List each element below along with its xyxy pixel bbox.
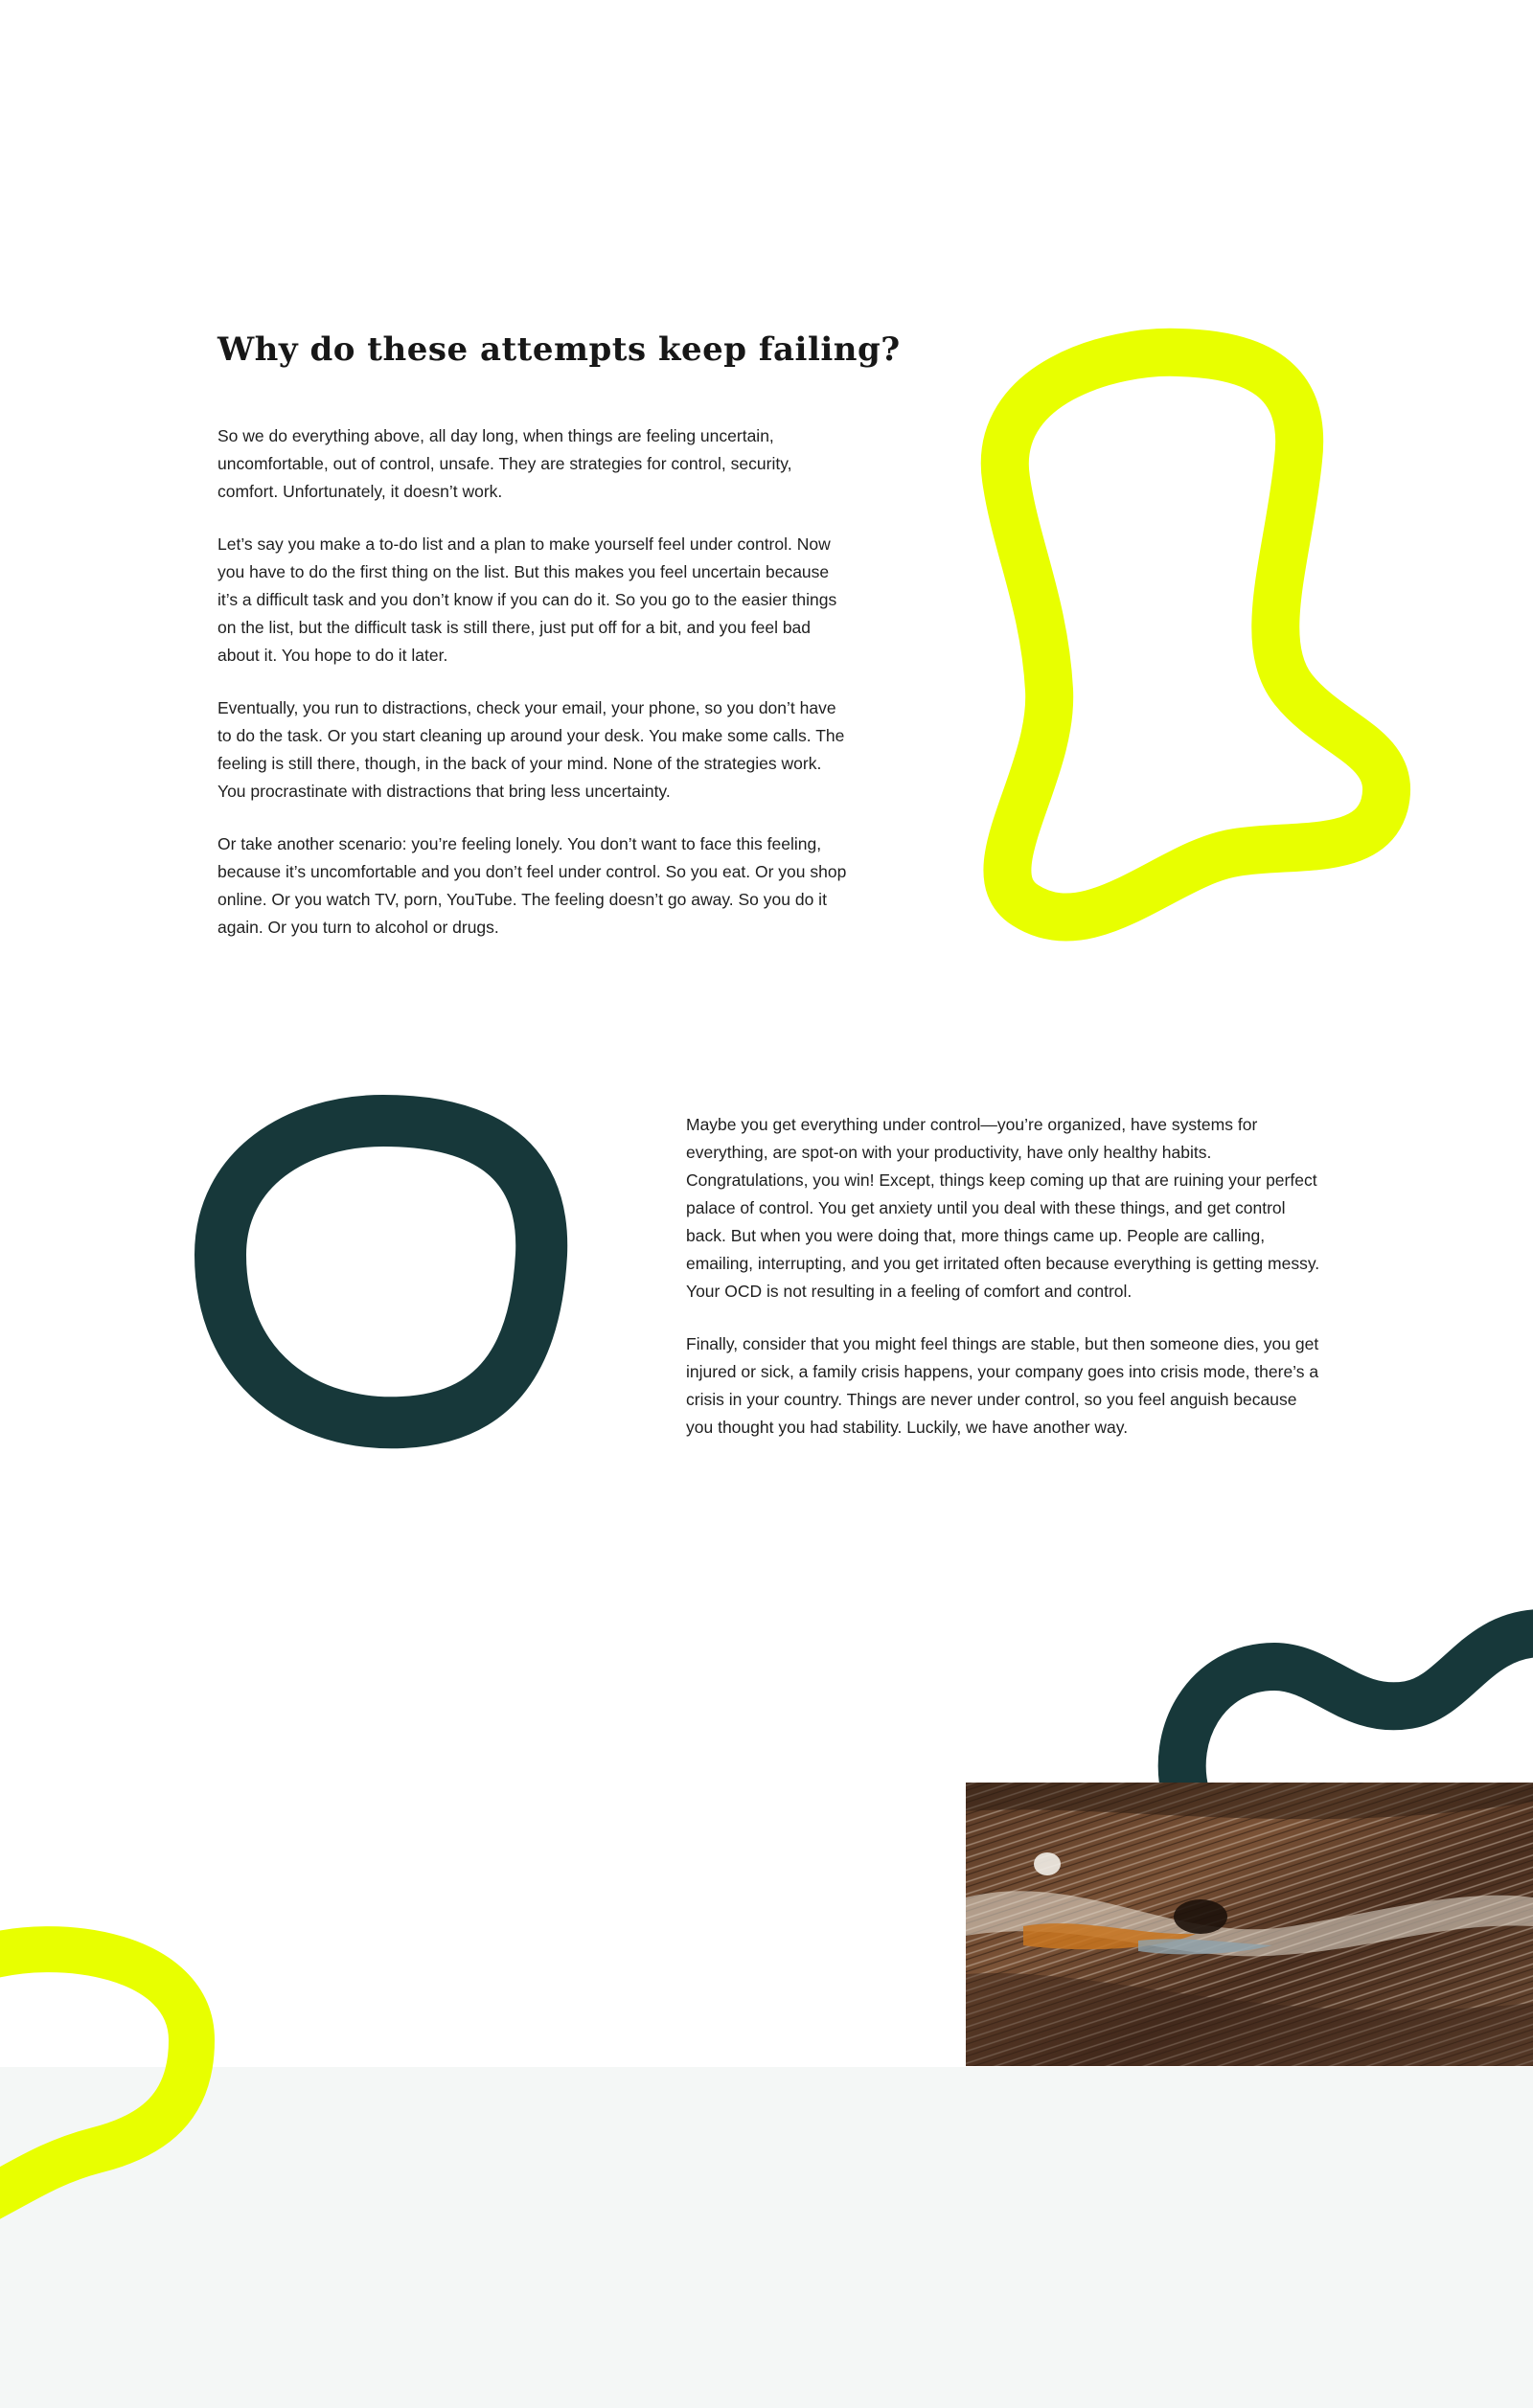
wood-texture-photo [966, 1783, 1533, 2066]
paragraph: Maybe you get everything under control—you’re organized, have systems for everything, are spot-on with your productivity, have only healthy habits. Congratulations, you win! Except, things keep coming up that are ruining your perfect palace of control. You get anxiety until you deal with these things, and get control back. But when you were doing that, more things came up. People are calling, emailing, interrupting, and you get irritated often because everything is getting messy. Your OCD is not resulting in a feeling of comfort and control. [686, 1115, 1320, 1301]
section-title: Why do these attempts keep failing? [217, 330, 901, 369]
paragraph: Let’s say you make a to-do list and a plan to make yourself feel under control. Now you have to do the first thing on the list. But this makes you feel uncertain because it’s a difficult task and you don’t know if you can do it. So you go to the easier things on the list, but the difficult task is still there, just put off for a bit, and you feel bad about it. You hope to do it later. [217, 534, 837, 665]
right-text-column [686, 1111, 1323, 1466]
dark-wave-doodle [1150, 1609, 1533, 1801]
left-text-column [217, 422, 850, 966]
yellow-curl-doodle [0, 1916, 230, 2222]
paragraph: So we do everything above, all day long, when things are feeling uncertain, uncomfortable, out of control, unsafe. They are strategies for control, security, comfort. Unfortunately, it doesn’t work. [217, 426, 792, 501]
footer-band [0, 2067, 1533, 2408]
paragraph: Eventually, you run to distractions, check your email, your phone, so you don’t have to do the task. Or you start cleaning up around your desk. You make some calls. The feeling is still there, though, in the back of your mind. None of the strategies work. You procrastinate with distractions that bring less uncertainty. [217, 698, 845, 801]
paragraph: Finally, consider that you might feel things are stable, but then someone dies, you get injured or sick, a family crisis happens, your company goes into crisis mode, there’s a crisis in your country. Things are never under control, so you feel anguish because you thought you had stability. Luckily, we have another way. [686, 1334, 1319, 1437]
yellow-blob-doodle [949, 326, 1428, 958]
paragraph: Or take another scenario: you’re feeling lonely. You don’t want to face this feeling, because it’s uncomfortable and you don’t feel under control. So you eat. Or you shop online. Or you watch TV, porn, YouTube. The feeling doesn’t go away. So you do it again. Or you turn to alcohol or drugs. [217, 834, 847, 937]
dark-ring-doodle [182, 1092, 584, 1456]
